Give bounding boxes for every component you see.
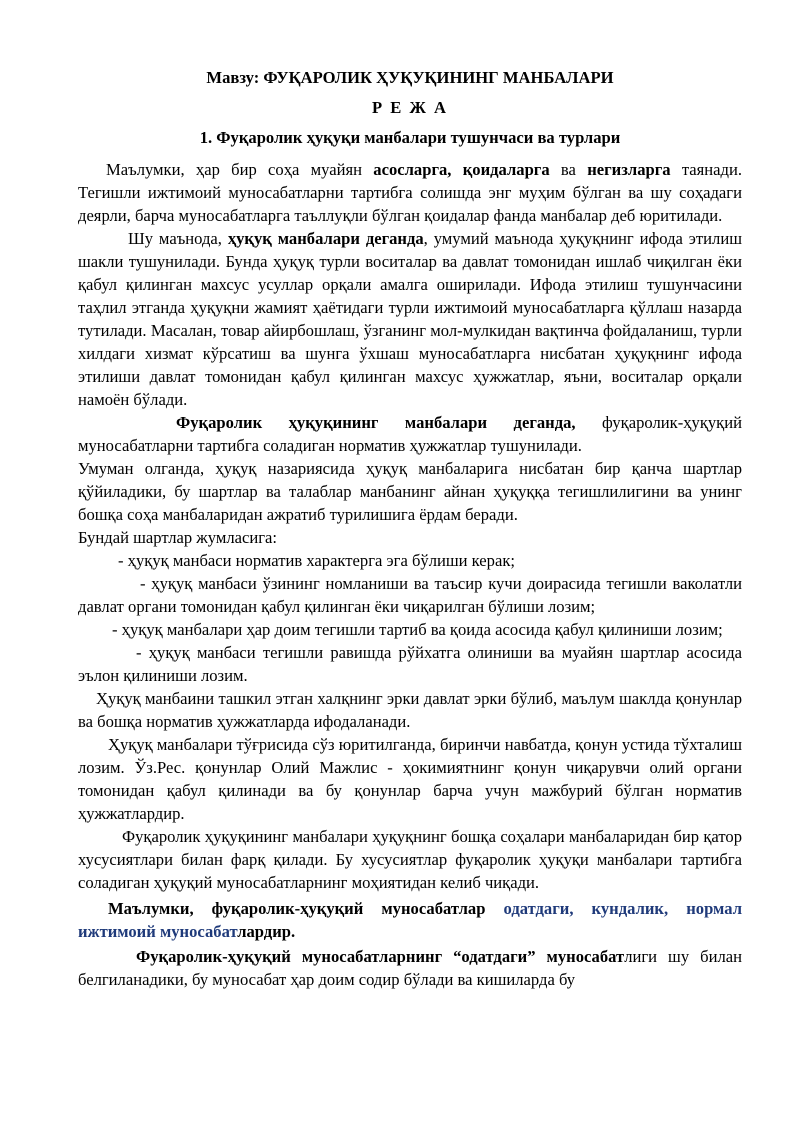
plan-heading: Р Е Ж А (371, 98, 449, 117)
paragraph-conditions-list-intro: Бундай шартлар жумласига: (78, 528, 277, 547)
paragraph-law-sources: Шу маънода, ҳуқуқ манбалари деганда, умумий маънода ҳуқуқнинг ифода этилиш шакли тушунилади. Бунда ҳуқуқ турли воситалар ва давлат томонидан ишлаб чиқилган ёки қабул қилинган махсус усуллар орқали амалга оширилади. Ифода этилиш тушунчасини таҳлил этганда ҳуқуқни жамият ҳаётидаги турли ижтимоий муносабатларга қўллаш назарда тутилади. Масалан, товар айирбошлаш, ўзганинг мол-мулкидан вақтинча фойдаланиш, турли хилдаги хизмат кўрсатиш ва шунга ўхшаш муносабатларга нисбатан ҳуқуқнинг ифода этилиши давлат томонидан қабул қилинган махсус ҳужжатлар, яъни, воситалар орқали намоён бўлади. (78, 229, 742, 409)
document-title: Мавзу: ФУҚАРОЛИК ҲУҚУҚИНИНГ МАНБАЛАРИ (206, 68, 614, 87)
paragraph-civil-features: Фуқаролик ҳуқуқининг манбалари ҳуқуқнинг бошқа соҳалари манбаларидан бир қатор хусусиятлари билан фарқ қилади. Бу хусусиятлар фуқаролик ҳуқуқи манбалари тартибга соладиган ҳуқуқий муносабатларнинг моҳиятидан келиб чиқади. (78, 827, 742, 892)
paragraph-conditions: Умуман олганда, ҳуқуқ назариясида ҳуқуқ манбаларига нисбатан бир қанча шартлар қўйиладики, бу шартлар ва талаблар манбанинг айнан ҳуқуққа тегишлилигини ва унинг бошқа соҳа манбаларидан ажратиб турилишига ёрдам беради. (78, 459, 742, 524)
section-heading: 1. Фуқаролик ҳуқуқи манбалари тушунчаси ва турлари (199, 128, 621, 147)
list-item: - ҳуқуқ манбаси тегишли равишда рўйхатга олиниши ва муайян шартлар асосида эълон қилиниши лозим. (78, 643, 742, 685)
list-item: - ҳуқуқ манбалари ҳар доим тегишли тартиб ва қоида асосида қабул қилиниши лозим; (112, 620, 723, 639)
paragraph-ordinary-definition: Фуқаролик-ҳуқуқий муносабатларнинг “одатдаги” муносабатлиги шу билан белгиланадики, бу муносабат ҳар доим содир бўлади ва кишиларда бу (78, 947, 742, 989)
paragraph-civil-law-sources: Фуқаролик ҳуқуқининг манбалари деганда, фуқаролик-ҳуқуқий муносабатларни тартибга соладиган норматив ҳужжатлар тушунилади. (78, 413, 743, 455)
paragraph-sources-intro: Маълумки, ҳар бир соҳа муайян асосларга, қоидаларга ва негизларга таянади. Тегишли ижтимоий муносабатларни тартибга солишда энг муҳим бўлган ва шу соҳадаги деярли, барча муносабатларга таъллуқли бўлган қоидалар фанда манбалар деб юритилади. (78, 160, 743, 225)
list-item: - ҳуқуқ манбаси ўзининг номланиши ва таъсир кучи доирасида тегишли ваколатли давлат органи томонидан қабул қилинган ёки чиқарилган бўлиши лозим; (78, 574, 742, 616)
paragraph-people-will: Ҳуқуқ манбаини ташкил этган халқнинг эрки давлат эрки бўлиб, маълум шаклда қонунлар ва бошқа норматив ҳужжатларда ифодаланади. (78, 689, 742, 731)
document-page (78, 58, 742, 991)
paragraph-laws: Ҳуқуқ манбалари тўғрисида сўз юритилганда, биринчи навбатда, қонун устида тўхталиш лозим. Ўз.Рес. қонунлар Олий Мажлис - ҳокимиятнинг қонун чиқарувчи олий органи томонидан қабул қилинади ва бу қонунлар барча учун мажбурий бўлган норматив ҳужжатлардир. (78, 735, 742, 823)
list-item: - ҳуқуқ манбаси норматив характерга эга бўлиши керак; (118, 551, 516, 570)
paragraph-ordinary-relations: Маълумки, фуқаролик-ҳуқуқий муносабатлар одатдаги, кундалик, нормал ижтимоий муносабатлардир. (78, 899, 742, 941)
